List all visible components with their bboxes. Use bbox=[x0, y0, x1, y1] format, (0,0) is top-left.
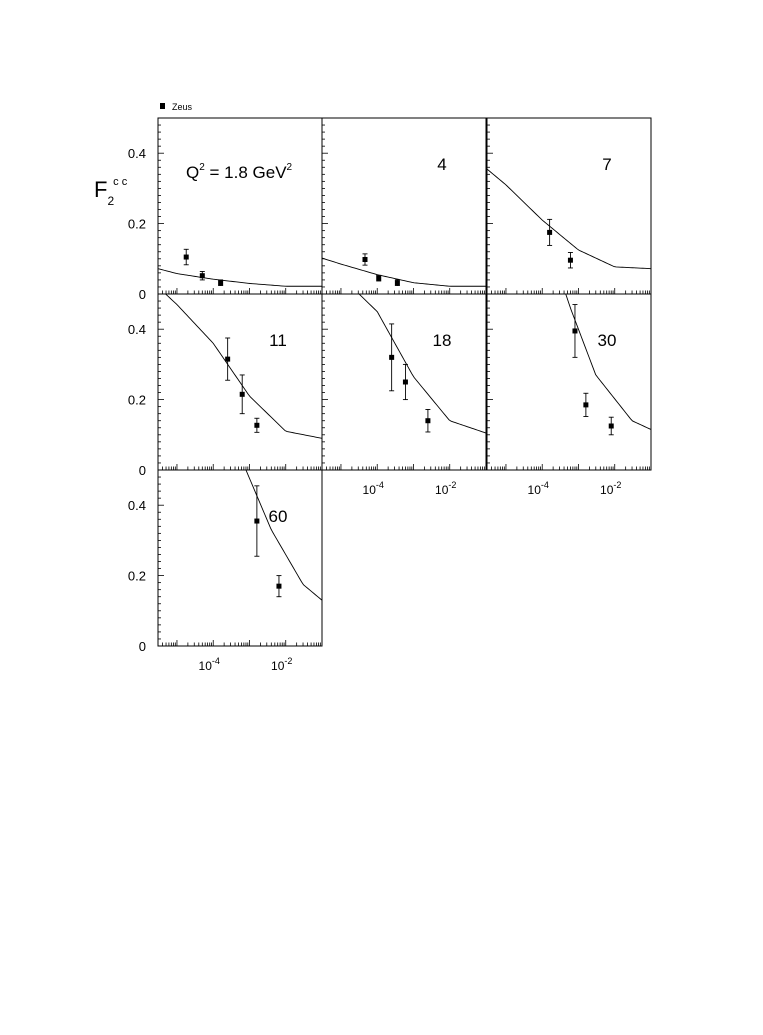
data-point bbox=[568, 258, 573, 263]
data-point bbox=[362, 257, 367, 262]
theory-curve bbox=[158, 329, 322, 600]
x-tick-label: $10^{-2}$ bbox=[600, 480, 622, 497]
data-point bbox=[395, 280, 400, 285]
y-tick-label: 0 bbox=[138, 639, 146, 654]
panel-label: 60 bbox=[268, 507, 288, 526]
data-point bbox=[240, 392, 245, 397]
panel-label: 30 bbox=[597, 331, 617, 350]
panel-4 bbox=[322, 266, 486, 470]
panel-2 bbox=[487, 118, 651, 294]
y-tick-label: 0 bbox=[138, 463, 146, 478]
data-point bbox=[254, 423, 259, 428]
panel-frame bbox=[158, 470, 322, 646]
theory-curve bbox=[322, 258, 486, 286]
theory-curve bbox=[487, 169, 651, 269]
panel-frame bbox=[487, 294, 651, 470]
labels-layer bbox=[94, 102, 621, 673]
y-tick-label: 0.4 bbox=[127, 498, 146, 514]
data-point bbox=[200, 273, 205, 278]
panels-layer bbox=[158, 118, 651, 646]
x-tick-label: $10^{-4}$ bbox=[198, 656, 220, 673]
panel-1 bbox=[322, 118, 486, 294]
panel-0 bbox=[158, 118, 322, 294]
panel-label: 4 bbox=[437, 155, 447, 174]
panel-label: 11 bbox=[269, 331, 287, 350]
y-tick-label: 0.2 bbox=[127, 568, 146, 584]
x-tick-label: $10^{-4}$ bbox=[362, 480, 384, 497]
y-axis-label: $F_2c$ c bbox=[94, 176, 128, 208]
data-point bbox=[225, 357, 230, 362]
y-tick-label: 0.2 bbox=[127, 392, 146, 408]
data-point bbox=[609, 424, 614, 429]
data-point bbox=[184, 255, 189, 260]
panel-5 bbox=[487, 188, 651, 470]
data-point bbox=[572, 328, 577, 333]
data-point bbox=[425, 418, 430, 423]
x-tick-label: $10^{-2}$ bbox=[271, 656, 293, 673]
panel-3 bbox=[158, 287, 322, 470]
theory-curve bbox=[158, 287, 322, 438]
x-tick-label: $10^{-2}$ bbox=[435, 480, 457, 497]
data-point bbox=[254, 519, 259, 524]
data-point bbox=[389, 355, 394, 360]
panel-label: 18 bbox=[432, 331, 452, 350]
data-point bbox=[218, 280, 223, 285]
data-point bbox=[583, 402, 588, 407]
x-tick-label: $10^{-4}$ bbox=[527, 480, 549, 497]
panel-6 bbox=[158, 329, 322, 646]
theory-curve bbox=[158, 269, 322, 287]
data-point bbox=[547, 230, 552, 235]
legend-label: Zeus bbox=[172, 102, 193, 112]
panel-label: $Q^2 = 1.8$ GeV$^2$ bbox=[186, 162, 293, 182]
data-point bbox=[376, 276, 381, 281]
data-point bbox=[403, 380, 408, 385]
theory-curve bbox=[487, 188, 651, 429]
theory-curve bbox=[322, 266, 486, 433]
y-tick-label: 0.4 bbox=[127, 146, 146, 162]
panel-frame bbox=[158, 118, 322, 294]
data-point bbox=[276, 584, 281, 589]
panel-label: 7 bbox=[602, 155, 612, 174]
y-tick-label: 0 bbox=[138, 287, 146, 302]
y-tick-label: 0.4 bbox=[127, 322, 146, 338]
legend-marker bbox=[160, 103, 165, 109]
panel-frame bbox=[322, 118, 486, 294]
legend bbox=[160, 102, 193, 112]
y-tick-label: 0.2 bbox=[127, 216, 146, 232]
